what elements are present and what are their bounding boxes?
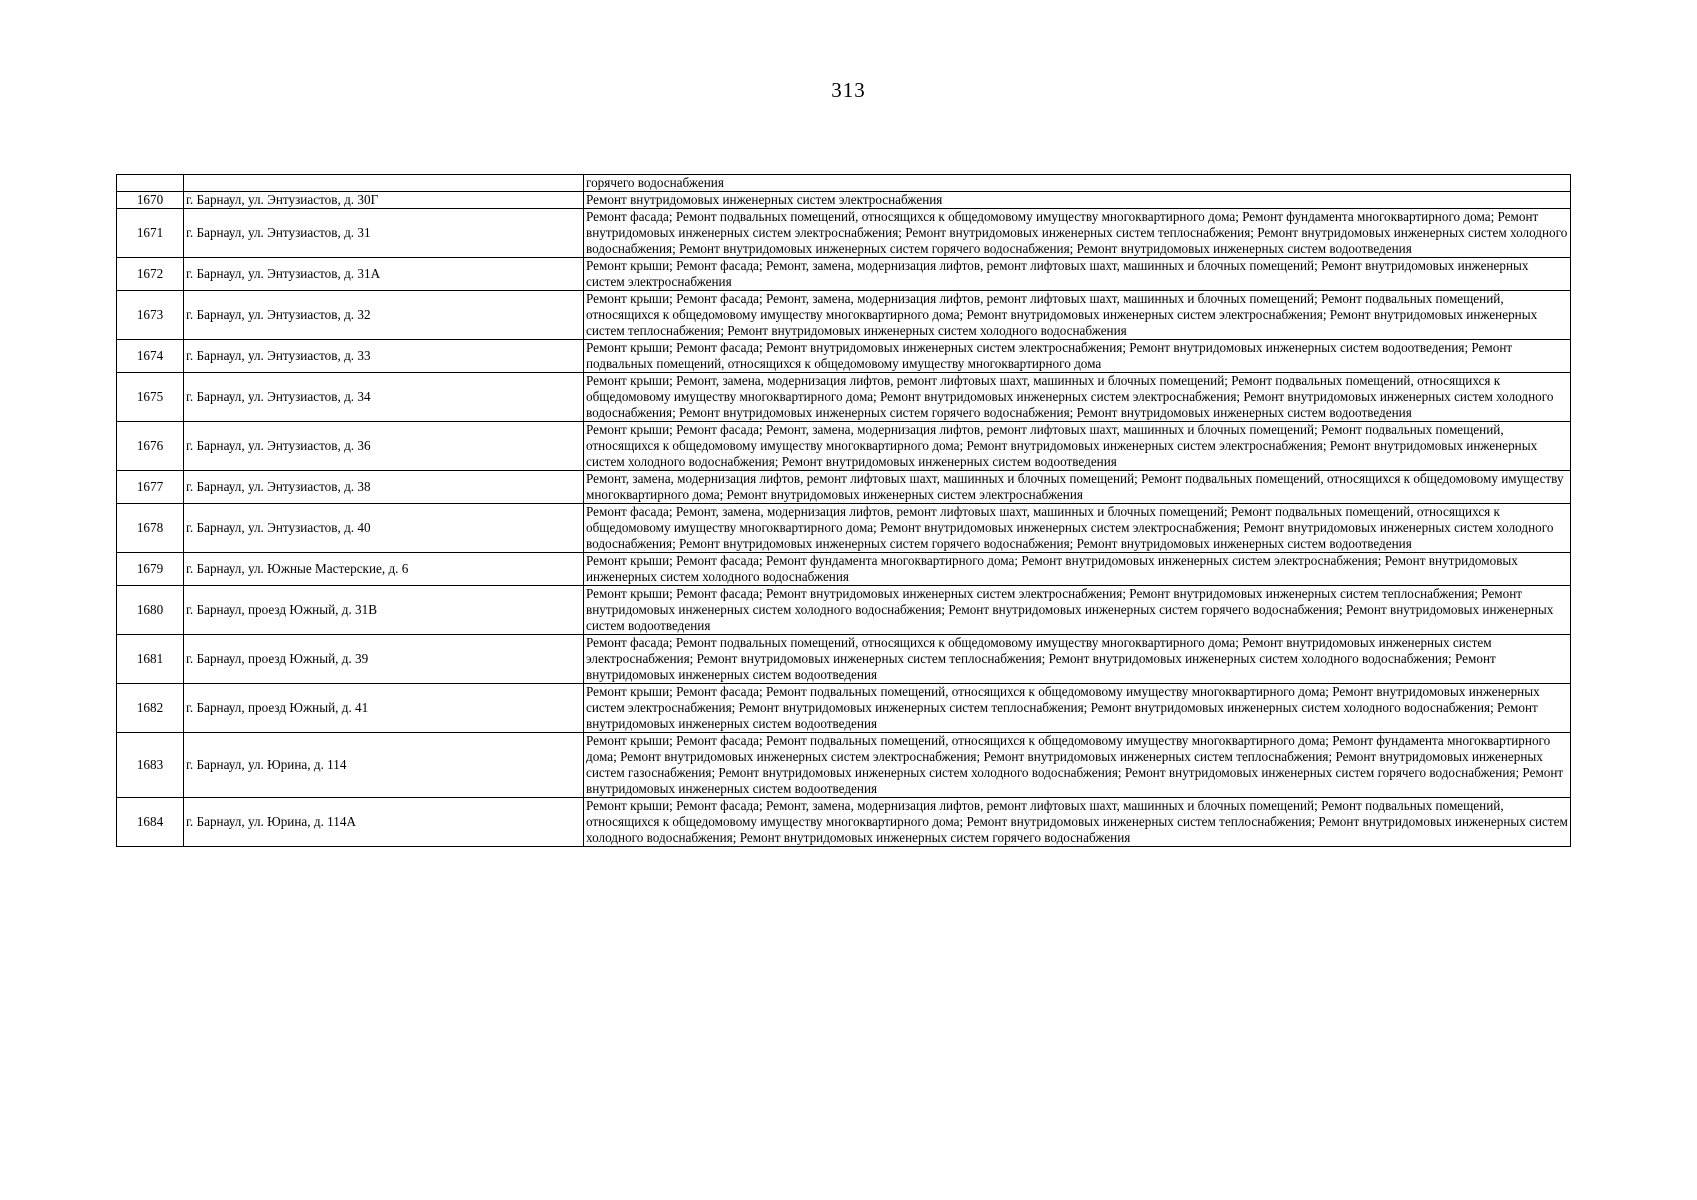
row-number-cell: 1676 [117,422,184,471]
table-row [117,553,1571,586]
continuation-row [117,175,1571,192]
works-cell: Ремонт крыши; Ремонт фасада; Ремонт, замена, модернизация лифтов, ремонт лифтовых шахт, машинных и блочных помещений; Ремонт подвальных помещений, относящихся к общедомовому имуществу многоквартирного дома; Ремонт внутридомовых инженерных систем теплоснабжения; Ремонт внутридомовых инженерных систем холодного водоснабжения; Ремонт внутридомовых инженерных систем горячего водоснабжения [584,798,1571,847]
page-number: 313 [831,78,866,102]
row-number-cell: 1681 [117,635,184,684]
address-cell: г. Барнаул, ул. Энтузиастов, д. 40 [184,504,584,553]
table-row [117,471,1571,504]
address-cell: г. Барнаул, ул. Энтузиастов, д. 31 [184,209,584,258]
row-number-cell: 1684 [117,798,184,847]
table-row [117,209,1571,258]
works-cell: Ремонт крыши; Ремонт, замена, модернизация лифтов, ремонт лифтовых шахт, машинных и блочных помещений; Ремонт подвальных помещений, относящихся к общедомовому имуществу многоквартирного дома; Ремонт внутридомовых инженерных систем электроснабжения; Ремонт внутридомовых инженерных систем холодного водоснабжения; Ремонт внутридомовых инженерных систем горячего водоснабжения; Ремонт внутридомовых инженерных систем водоотведения [584,373,1571,422]
works-cell: Ремонт крыши; Ремонт фасада; Ремонт внутридомовых инженерных систем электроснабжения; Ремонт внутридомовых инженерных систем водоотведения; Ремонт подвальных помещений, относящихся к общедомовому имуществу многоквартирного дома [584,340,1571,373]
works-cell: Ремонт крыши; Ремонт фасада; Ремонт, замена, модернизация лифтов, ремонт лифтовых шахт, машинных и блочных помещений; Ремонт подвальных помещений, относящихся к общедомовому имуществу многоквартирного дома; Ремонт внутридомовых инженерных систем электроснабжения; Ремонт внутридомовых инженерных систем теплоснабжения; Ремонт внутридомовых инженерных систем холодного водоснабжения [584,291,1571,340]
table-row [117,798,1571,847]
row-number-cell [117,175,184,192]
address-cell: г. Барнаул, ул. Энтузиастов, д. 30Г [184,192,584,209]
table-row [117,684,1571,733]
address-cell: г. Барнаул, проезд Южный, д. 39 [184,635,584,684]
table-row [117,504,1571,553]
address-cell: г. Барнаул, ул. Юрина, д. 114А [184,798,584,847]
row-number-cell: 1675 [117,373,184,422]
works-cell: Ремонт фасада; Ремонт подвальных помещений, относящихся к общедомовому имуществу многоквартирного дома; Ремонт внутридомовых инженерных систем электроснабжения; Ремонт внутридомовых инженерных систем теплоснабжения; Ремонт внутридомовых инженерных систем холодного водоснабжения; Ремонт внутридомовых инженерных систем водоотведения [584,635,1571,684]
table-row [117,258,1571,291]
table-row [117,291,1571,340]
address-cell [184,175,584,192]
row-number-cell: 1683 [117,733,184,798]
address-cell: г. Барнаул, проезд Южный, д. 41 [184,684,584,733]
row-number-cell: 1680 [117,586,184,635]
table-row [117,192,1571,209]
works-cell: Ремонт крыши; Ремонт фасада; Ремонт внутридомовых инженерных систем электроснабжения; Ремонт внутридомовых инженерных систем теплоснабжения; Ремонт внутридомовых инженерных систем холодного водоснабжения; Ремонт внутридомовых инженерных систем горячего водоснабжения; Ремонт внутридомовых инженерных систем водоотведения [584,586,1571,635]
row-number-cell: 1672 [117,258,184,291]
row-number-cell: 1673 [117,291,184,340]
works-cell: Ремонт фасада; Ремонт подвальных помещений, относящихся к общедомовому имуществу многоквартирного дома; Ремонт фундамента многоквартирного дома; Ремонт внутридомовых инженерных систем электроснабжения; Ремонт внутридомовых инженерных систем теплоснабжения; Ремонт внутридомовых инженерных систем холодного водоснабжения; Ремонт внутридомовых инженерных систем горячего водоснабжения; Ремонт внутридомовых инженерных систем водоотведения [584,209,1571,258]
address-cell: г. Барнаул, ул. Южные Мастерские, д. 6 [184,553,584,586]
address-cell: г. Барнаул, ул. Энтузиастов, д. 31А [184,258,584,291]
table-row [117,422,1571,471]
table-row [117,635,1571,684]
row-number-cell: 1678 [117,504,184,553]
works-cell: Ремонт, замена, модернизация лифтов, ремонт лифтовых шахт, машинных и блочных помещений; Ремонт подвальных помещений, относящихся к общедомовому имуществу многоквартирного дома; Ремонт внутридомовых инженерных систем электроснабжения [584,471,1571,504]
address-cell: г. Барнаул, ул. Энтузиастов, д. 34 [184,373,584,422]
table-row [117,733,1571,798]
works-cell: Ремонт внутридомовых инженерных систем электроснабжения [584,192,1571,209]
registry-body [117,175,1571,847]
table-row [117,373,1571,422]
table-row [117,586,1571,635]
address-cell: г. Барнаул, ул. Энтузиастов, д. 32 [184,291,584,340]
address-cell: г. Барнаул, проезд Южный, д. 31В [184,586,584,635]
address-cell: г. Барнаул, ул. Энтузиастов, д. 36 [184,422,584,471]
works-cell: Ремонт крыши; Ремонт фасада; Ремонт, замена, модернизация лифтов, ремонт лифтовых шахт, машинных и блочных помещений; Ремонт подвальных помещений, относящихся к общедомовому имуществу многоквартирного дома; Ремонт внутридомовых инженерных систем электроснабжения; Ремонт внутридомовых инженерных систем холодного водоснабжения; Ремонт внутридомовых инженерных систем водоотведения [584,422,1571,471]
address-cell: г. Барнаул, ул. Энтузиастов, д. 33 [184,340,584,373]
works-cell: горячего водоснабжения [584,175,1571,192]
address-cell: г. Барнаул, ул. Энтузиастов, д. 38 [184,471,584,504]
works-cell: Ремонт крыши; Ремонт фасада; Ремонт подвальных помещений, относящихся к общедомовому имуществу многоквартирного дома; Ремонт внутридомовых инженерных систем электроснабжения; Ремонт внутридомовых инженерных систем теплоснабжения; Ремонт внутридомовых инженерных систем холодного водоснабжения; Ремонт внутридомовых инженерных систем водоотведения [584,684,1571,733]
works-cell: Ремонт крыши; Ремонт фасада; Ремонт, замена, модернизация лифтов, ремонт лифтовых шахт, машинных и блочных помещений; Ремонт внутридомовых инженерных систем электроснабжения [584,258,1571,291]
works-cell: Ремонт крыши; Ремонт фасада; Ремонт подвальных помещений, относящихся к общедомовому имуществу многоквартирного дома; Ремонт фундамента многоквартирного дома; Ремонт внутридомовых инженерных систем электроснабжения; Ремонт внутридомовых инженерных систем теплоснабжения; Ремонт внутридомовых инженерных систем газоснабжения; Ремонт внутридомовых инженерных систем холодного водоснабжения; Ремонт внутридомовых инженерных систем горячего водоснабжения; Ремонт внутридомовых инженерных систем водоотведения [584,733,1571,798]
table-row [117,340,1571,373]
row-number-cell: 1682 [117,684,184,733]
row-number-cell: 1679 [117,553,184,586]
row-number-cell: 1677 [117,471,184,504]
address-cell: г. Барнаул, ул. Юрина, д. 114 [184,733,584,798]
row-number-cell: 1670 [117,192,184,209]
works-cell: Ремонт крыши; Ремонт фасада; Ремонт фундамента многоквартирного дома; Ремонт внутридомовых инженерных систем электроснабжения; Ремонт внутридомовых инженерных систем холодного водоснабжения [584,553,1571,586]
row-number-cell: 1671 [117,209,184,258]
works-cell: Ремонт фасада; Ремонт, замена, модернизация лифтов, ремонт лифтовых шахт, машинных и блочных помещений; Ремонт подвальных помещений, относящихся к общедомовому имуществу многоквартирного дома; Ремонт внутридомовых инженерных систем электроснабжения; Ремонт внутридомовых инженерных систем холодного водоснабжения; Ремонт внутридомовых инженерных систем горячего водоснабжения; Ремонт внутридомовых инженерных систем водоотведения [584,504,1571,553]
row-number-cell: 1674 [117,340,184,373]
repair-registry-table [116,174,1571,847]
